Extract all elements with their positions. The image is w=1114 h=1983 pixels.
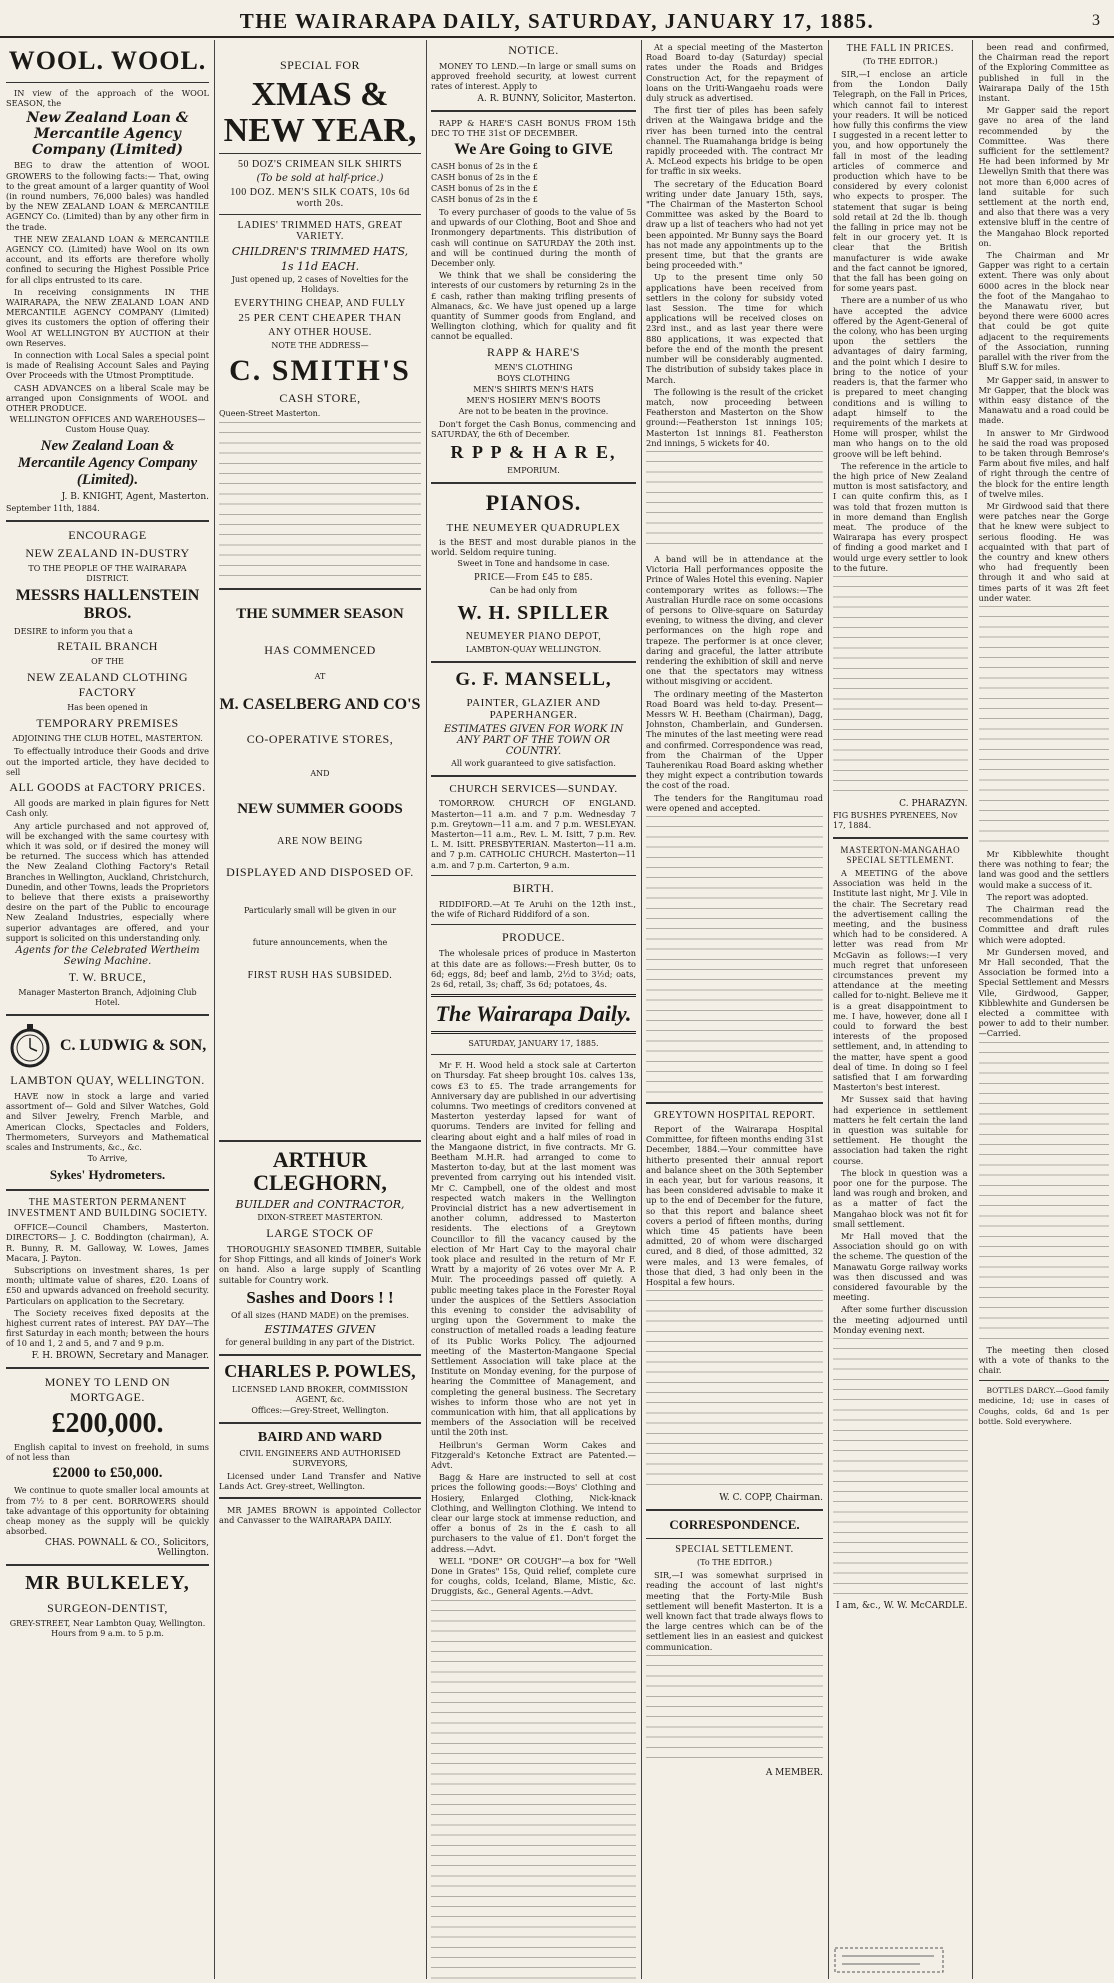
notice-title: NOTICE. — [508, 43, 559, 57]
encourage-subtitle: NEW ZEALAND IN-DUSTRY — [25, 546, 190, 561]
mangahao-body-3: The block in question was a poor one for the purpose. The land was rough and broken, and as a matter of fact the Mangahao block was not fit for small settlement. — [833, 1167, 968, 1229]
adjoining-club-hotel: ADJOINING THE CLUB HOTEL, MASTERTON. — [12, 734, 203, 744]
column-rule-4 — [828, 40, 829, 1979]
sweet-in-tone: Sweet in Tone and handsome in case. — [457, 559, 610, 569]
newspaper-masthead — [0, 0, 1114, 38]
money-firm: CHAS. POWNALL & CO., Solicitors, Wellington. — [45, 1538, 209, 1559]
money-amount: £200,000. — [51, 1407, 164, 1439]
cricket-scores — [646, 451, 823, 551]
wool-title: WOOL. WOOL. — [8, 46, 207, 75]
special-settlement-title: SPECIAL SETTLEMENT. — [675, 1544, 794, 1556]
settlement-body-2: Mr Gapper said the report gave no area of the land recommended by the Committee. Was there sufficient for the settlement? He had been informed by Mr Llewellyn Smith that there was not more than 6,000 acres of land suitable for such settlement at the north end, and also that there was a very extensive bluff in the centre of the Mangahao Block reported on. — [978, 105, 1109, 248]
sashes-body: Of all sizes (HAND MADE) on the premises. — [231, 1310, 409, 1320]
building-society-body: OFFICE—Council Chambers, Masterton. DIRECTORS— J. C. Boddington (chairman), A. R. Bunny, R. M. Galloway, W. Lowes, James Macara, J. Payton. — [6, 1222, 209, 1263]
are-now-being: ARE NOW BEING — [277, 835, 363, 847]
childrens-hats: CHILDREN'S TRIMMED HATS, — [231, 245, 409, 259]
settlement-continued-2 — [979, 1042, 1110, 1342]
road-board-meeting: The ordinary meeting of the Masterton Road Board was held to-day. Present—Messrs W. H. Beetham (Chairman), Dagg, Johnston, Chamberlain, and Gundersen. The minutes of the last meeting were read and confirmed. Correspondence was read, from the Chairman of the Upper Tauherenikau Road Board asking whether they might expect a contribution towards the cost of the road. — [646, 688, 823, 791]
nz-loan-body-5: CASH ADVANCES on a liberal Scale may be arranged upon Consignments of WOOL and OTHER PRODUCE. — [6, 382, 209, 414]
bulkeley-name: MR BULKELEY, — [25, 1572, 190, 1595]
mens-hosiery-boots: MEN'S HOSIERY MEN'S BOOTS — [466, 395, 601, 405]
lambton-quay: LAMBTON-QUAY WELLINGTON. — [465, 645, 602, 655]
divider — [219, 214, 421, 215]
money-lead: English capital to invest on freehold, in sums of not less than — [6, 1441, 209, 1463]
column-5 — [833, 40, 973, 1979]
divider — [6, 1367, 209, 1369]
encourage-title: ENCOURAGE — [68, 528, 147, 543]
neumeyer-quadruplex: THE NEUMEYER QUADRUPLEX — [446, 522, 621, 535]
letter-signature: A MEMBER. — [765, 1767, 823, 1778]
ludwig-body: HAVE now in stock a large and varied assortment of— Gold and Silver Watches, Gold and Silver Jewelry, French Marble, and American Clocks, Spectacles and Folders, Thermometers, Surveyors and Mathematical scales and Instruments, &c., &c. — [6, 1090, 209, 1152]
fall-letter-date: FIG BUSHES PYRENEES, Nov 17, 1884. — [833, 810, 958, 830]
greytown-hospital-title: GREYTOWN HOSPITAL REPORT. — [653, 1110, 816, 1121]
divider — [431, 661, 636, 663]
ludwig-to-arrive: To Arrive, — [87, 1154, 128, 1164]
rapp-hare-signature: R P P & H A R E, — [450, 442, 617, 463]
sykes-hydrometers: Sykes' Hydrometers. — [49, 1167, 166, 1183]
special-for: SPECIAL FOR — [279, 58, 361, 72]
rapp-hare-name: RAPP & HARE'S — [487, 344, 580, 359]
hallenstein-body-2: All goods are marked in plain figures for Nett Cash only. — [6, 798, 209, 819]
column-1 — [6, 40, 209, 1979]
divider — [979, 1380, 1110, 1381]
neumeyer-body: is the BEST and most durable pianos in the world. Seldom require tuning. — [431, 537, 636, 558]
not-to-be-beaten: Are not to be beaten in the province. — [458, 406, 609, 416]
to-the-editor: (To THE EDITOR.) — [697, 1558, 772, 1568]
money-lend-notice: MONEY TO LEND.—In large or small sums on approved freehold security, at lowest current rates of interest. Apply to — [431, 61, 636, 92]
divider — [6, 82, 209, 83]
hallenstein-intro: DESIRE to inform you that a — [14, 626, 133, 637]
divider — [431, 110, 636, 112]
cleghorn-address: DIXON-STREET MASTERTON. — [257, 1213, 383, 1223]
greytown-hospital-continued — [646, 1290, 823, 1490]
column-4 — [646, 40, 823, 1979]
settlement-body-11: The meeting then closed with a vote of thanks to the chair. — [978, 1344, 1109, 1376]
column-6 — [979, 40, 1110, 1979]
cleghorn-body: THOROUGHLY SEASONED TIMBER, Suitable for Shop Fittings, and all kinds of Joiner's Work on hand. Also a large supply of Scantling suitable for Country work. — [219, 1244, 421, 1285]
settlement-body-8: The report was adopted. — [986, 891, 1089, 902]
special-meeting: At a special meeting of the Masterton Road Board to-day (Saturday) special rates under the Roads and Bridges Construction Act, for the repayment of loans on the Uriti-Wangaehu roads were duly struck as advertised. — [646, 42, 823, 104]
mangahao-continued — [833, 1338, 968, 1598]
caselberg-name: M. CASELBERG AND CO'S — [219, 695, 421, 713]
nz-loan-body-2: THE NEW ZEALAND LOAN & MERCANTILE AGENCY CO. (Limited) have Wool on its own account, and its efforts are therefore wholly confined to securing the Highest Possible Price for all clips entrusted to its care. — [6, 233, 209, 285]
silk-shirts: 50 DOZ'S CRIMEAN SILK SHIRTS — [237, 159, 403, 171]
column-5-6-wrapper — [833, 40, 1109, 1979]
spiller-name: W. H. SPILLER — [457, 602, 610, 625]
smith-ad-space — [219, 422, 421, 582]
divider — [6, 1189, 209, 1191]
money-range: £2000 to £50,000. — [52, 1465, 163, 1482]
at: AT — [314, 671, 326, 681]
cleghorn-name: ARTHUR CLEGHORN, — [253, 1146, 387, 1195]
bunny-solicitor: A. R. BUNNY, Solicitor, Masterton. — [477, 93, 636, 104]
painter-glazier: PAINTER, GLAZIER AND PAPERHANGER. — [466, 697, 601, 722]
settlement-body-10: Mr Gundersen moved, and Mr Hall seconded, That the Association be formed into a Special Settlement and Messrs Vile, Girdwood, Gapper, Kibblewhite and Gundersen be elected a committee with power to add to their number.—Carried. — [978, 946, 1109, 1039]
bulkeley-role: SURGEON-DENTIST, — [47, 1601, 168, 1616]
note-address: NOTE THE ADDRESS— — [271, 341, 369, 351]
cleghorn-stock: LARGE STOCK OF — [266, 1226, 374, 1241]
spacer — [219, 984, 421, 1134]
mens-shirts-hats: MEN'S SHIRTS MEN'S HATS — [473, 384, 594, 394]
band-performance: A band will be in attendance at the Victoria Hall performances opposite the Prince of Wales Hotel this evening. Napier contemporary writes as follows:—The Australian Hurdle race on some occasions of persons to Olive-square on Saturday evening, to witness the diving, and clever performances on the high rope and trapeze. The performer is at once clever, daring and graceful, the latter attribute rendering the exhibition of skill and nerve one that the spectators may witness without misgiving or accident. — [646, 553, 823, 687]
pocket-watch-icon — [6, 1022, 54, 1070]
column-2 — [219, 40, 421, 1979]
baird-role: CIVIL ENGINEERS AND AUTHORISED SURVEYORS, — [239, 1448, 401, 1468]
fall-letter-continued — [833, 576, 968, 796]
divider — [431, 1054, 636, 1055]
baird-name: BAIRD AND WARD — [257, 1429, 383, 1445]
newspaper-title: THE WAIRARAPA DAILY, SATURDAY, JANUARY 17, 1885. — [239, 9, 875, 33]
settlement-body-1: been read and confirmed, the Chairman read the report of the Exploring Committee as published in full in the Wairarapa Daily of the 15th instant. — [978, 42, 1109, 104]
powles-role: LICENSED LAND BROKER, COMMISSION AGENT, &c. — [232, 1384, 408, 1404]
divider — [219, 588, 421, 590]
emporium: EMPORIUM. — [507, 466, 560, 476]
encourage-subtitle-2: TO THE PEOPLE OF THE WAIRARAPA DISTRICT. — [28, 564, 187, 584]
divider — [431, 924, 636, 925]
piano-price: PRICE—From £45 to £85. — [474, 572, 593, 584]
cash-bonus-line-2: CASH bonus of 2s in the £ — [431, 173, 538, 183]
settlement-body-5: In answer to Mr Girdwood he said the road was proposed to be taken through Bemrose's Farm about five miles, and half of right through the centre of the block for the entire length of twelve miles. — [978, 427, 1109, 499]
mangahao-body: A MEETING of the above Association was held in the Institute last night, Mr J. Vile in the chair. The Secretary read the advertisement calling the meeting, and the business which had to be considered. A letter was read from Mr McGavin as follows:—I very much regret that unforeseen circumstances prevent my attendance at the meeting called for to-night. Believe me it is a great disappointment to me. I have, however, done all I could to forward the best interests of the proposed settlement, and, in attending to the matter, have spent a good deal of time. In doing so I feel satisfied that I am forwarding Masterton's best interest. — [833, 867, 968, 1093]
building-society-secretary: F. H. BROWN, Secretary and Manager. — [31, 1350, 209, 1361]
fall-letter-body-2: There are a number of us who have accepted the advice offered by the Agent-General of the colony, who has been urging upon the settlers the advantages of dairy farming, and the point which I desire to bring to the notice of your readers is, that the farmer who is prepared to meet changing conditions and is willing to adapt himself to the requirements of the markets at Home will prosper, whilst the man who hangs on to the old groove will be left behind. — [833, 295, 968, 459]
birth-body: RIDDIFORD.—At Te Aruhi on the 12th inst., the wife of Richard Riddiford of a son. — [431, 898, 636, 920]
subsidy-applications: Up to the present time only 50 applications have been received from settlers in the colony for subsidy voted last Session. The time for which applications will be received closes on 23rd inst., and as last year there were 880 applications, it was expected that before the end of the month the present number will be considerably augmented. The distribution of subsidy takes place in March. — [646, 272, 823, 385]
mangahao-title: MASTERTON-MANGAHAO SPECIAL SETTLEMENT. — [840, 844, 961, 865]
nz-loan-company-name-2: New Zealand Loan & Mercantile Agency Company (Limited). — [17, 438, 198, 489]
ludwig-name: C. LUDWIG & SON, — [60, 1036, 207, 1054]
cleghorn-role: BUILDER and CONTRACTOR, — [235, 1198, 405, 1212]
bonus-body: To every purchaser of goods to the value of 5s and upwards of our Clothing, Boot and Shoe and Ironmongery departments. This distribution of cash will continue on SATURDAY the 20th inst. and will be continued during the month of December only. — [431, 207, 636, 269]
powles-office: Offices:—Grey-Street, Wellington. — [251, 1405, 389, 1415]
cash-store: CASH STORE, — [279, 390, 361, 405]
column-rule-1 — [214, 40, 215, 1979]
ladies-hats: LADIES' TRIMMED HATS, GREAT VARIETY. — [237, 220, 403, 243]
nz-loan-agent: J. B. KNIGHT, Agent, Masterton. — [61, 492, 209, 503]
divider — [833, 837, 968, 839]
divider — [646, 1538, 823, 1539]
building-society-body-3: The Society receives fixed deposits at the highest current rates of interest. PAY DAY—The first Saturday in each month; between the hours of 10 and 1, 2 and 5, and 7 and 9 p.m. — [6, 1307, 209, 1349]
well-done-advt: WELL "DONE" OR COUGH"—a box for "Well Done in Grates" 15s, Quid relief, complete cure for coughs, colds, Iceland, Blame, Mistic, &c. Druggists, &c., General Agents.—Advt. — [431, 1555, 636, 1597]
estimates-general: for general building in any part of the District. — [225, 1337, 415, 1347]
settlement-body-4: Mr Gapper said, in answer to Mr Gapper, that the block was within easy distance of the Manawatu and a road could be made. — [978, 374, 1109, 426]
divider — [431, 875, 636, 876]
building-society-title: THE MASTERTON PERMANENT INVESTMENT AND BUILDING SOCIETY. — [7, 1197, 208, 1220]
cash-bonus-line: CASH bonus of 2s in the £ — [431, 162, 538, 172]
divider — [219, 1140, 421, 1142]
road-board-continued — [646, 816, 823, 1096]
everything-cheap: EVERYTHING CHEAP, AND FULLY — [234, 298, 406, 310]
smith-name: C. SMITH'S — [229, 354, 411, 388]
silk-coats: 100 DOZ. MEN'S SILK COATS, 10s 6d worth 20s. — [230, 187, 410, 210]
first-rush-subsided: FIRST RUSH HAS SUBSIDED. — [247, 969, 393, 981]
bonus-body-2: We think that we shall be considering the interests of our customers by returning 2s in the £ cash, rather than making trifling presents of Almanacs, &c. We have just opened up a large quantity of Summer goods from England, and Wellington clothing, which for quality and fit cannot be equalled. — [431, 270, 636, 342]
fall-letter-body-3: The reference in the article to the high price of New Zealand mutton is most satisfactory, and I can quite confirm this, as I was told that frozen mutton is in more demand than English meat. The produce of the Wairarapa has every prospect of finding a good market and I would urge every settler to look to the future. — [833, 460, 968, 573]
hallenstein-body: To effectually introduce their Goods and drive out the imported article, they have decided to sell — [6, 746, 209, 777]
bruce-role: Manager Masterton Branch, Adjoining Club Hotel. — [18, 987, 197, 1007]
divider — [219, 1354, 421, 1356]
money-to-lend-title: MONEY TO LEND ON MORTGAGE. — [44, 1374, 171, 1404]
produce-body: The wholesale prices of produce in Masterton at this date are as follows:—Fresh butter, 0s to 6d; eggs, 8d; beef and lamb, 2½d to 3½d; oats, 2s 6d, retail, 3s; chaff, 3s 6d; potatoes, 4s. — [431, 948, 636, 989]
cricket-match: The following is the result of the cricket match, now proceeding between Featherston and Masterton on the Show ground:—Featherston 1st innings 105; Masterton 1st innings 81. Featherston 2nd innings, 5 wickets for 40. — [646, 386, 823, 448]
cash-bonus-line-4: CASH bonus of 2s in the £ — [431, 195, 538, 205]
column-3 — [431, 40, 636, 1979]
brown-collector: MR JAMES BROWN is appointed Collector and Canvasser to the WAIRARAPA DAILY. — [219, 1505, 421, 1526]
displayed-disposed: DISPLAYED AND DISPOSED OF. — [226, 864, 414, 879]
greytown-hospital-body: Report of the Wairarapa Hospital Committee, for fifteen months ending 31st December, 1884.—Your committee have hitherto presented their annual report and balance sheet on the 30th September in each year, but for various reasons, it has been considered advisable to make it up to the end of December for the future, so that this report and balance sheet covers a period of fifteen months, during which time 45 patients have been admitted, 20 of whom were discharged cured, and 8 died, of those admitted, 32 were males, and 13 were females, of those that died, 3 had only been in the Hospital a few hours. — [646, 1124, 823, 1288]
estimates-given: ESTIMATES GIVEN — [264, 1322, 376, 1336]
mens-clothing: MEN'S CLOTHING — [494, 362, 573, 372]
nz-loan-body-4: In connection with Local Sales a special point is made of Realising Account Sales and Paying Over Proceeds with the Utmost Promptitude. — [6, 350, 209, 381]
bruce-name: T. W. BRUCE, — [68, 969, 147, 984]
nz-loan-intro: IN view of the approach of the WOOL SEASON, the — [6, 88, 209, 109]
correspondence-title: CORRESPONDENCE. — [669, 1517, 800, 1533]
fall-letter-signature: C. PHARAZYN. — [899, 798, 968, 809]
any-other-house: ANY OTHER HOUSE. — [268, 327, 372, 339]
settlement-body-9: The Chairman read the recommendations of the Committee and draft rules which were adopted. — [978, 903, 1109, 945]
divider — [431, 775, 636, 777]
wairarapa-daily-masthead: The Wairarapa Daily. — [431, 994, 636, 1034]
mangahao-signature: I am, &c., W. W. McCARDLE. — [835, 1601, 968, 1612]
divider — [646, 1102, 823, 1104]
has-commenced: HAS COMMENCED — [264, 642, 376, 657]
education-board: The secretary of the Education Board writing under date January 15th, says, "The Chairman of the Masterton School Committee was asked by the Board to draw up a list of teachers who had not yet been appointed. Mr Bunny says the Board has not made any appointments up to the present time, but that the grants are being proceeded with." — [646, 178, 823, 271]
future-announcements: future announcements, when the — [252, 937, 388, 947]
editorial-date: SATURDAY, JANUARY 17, 1885. — [468, 1039, 599, 1049]
columns-5-6 — [833, 40, 1109, 1979]
divider — [6, 520, 209, 522]
retail-branch: RETAIL BRANCH — [57, 639, 158, 654]
heilbrun-advt: Heilbrun's German Worm Cakes and Fitzgerald's Ketonche Extract are Patented.—Advt. — [431, 1439, 636, 1471]
bulkeley-address: GREY-STREET, Near Lambton Quay, Wellington. Hours from 9 a.m. to 5 p.m. — [9, 1619, 206, 1639]
settlement-body-6: Mr Girdwood said that there were patches near the Gorge that he knew were subject to serious flooding. He was acquainted with that part of the country and knew others who had frequently been through it and who said at times parts of it was 2ft feet under water. — [978, 500, 1109, 603]
divider — [219, 153, 421, 154]
cooperative-stores: CO-OPERATIVE STORES, — [246, 731, 394, 746]
and: AND — [310, 768, 330, 778]
going-to-give: We Are Going to GIVE — [454, 141, 613, 159]
greytown-hospital-signature: W. C. COPP, Chairman. — [719, 1493, 823, 1504]
mangahao-body-4: Mr Hall moved that the Association should go on with the scheme. The question of the Manawatu Gorge railway works was then discussed and was considered favourable by the meeting. — [833, 1231, 968, 1303]
settlement-body-7: Mr Kibblewhite thought there was nothing to fear; the land was good and the settlers would make a success of it. — [978, 848, 1109, 890]
hallenstein-name: MESSRS HALLENSTEIN BROS. — [15, 587, 200, 623]
nz-loan-office: WELLINGTON OFFICES AND WAREHOUSES— Custom House Quay. — [9, 415, 206, 435]
birth-title: BIRTH. — [512, 880, 555, 895]
produce-title: PRODUCE. — [501, 930, 565, 945]
church-services: CHURCH SERVICES—SUNDAY. — [449, 783, 618, 796]
mansell-name: G. F. MANSELL, — [455, 669, 612, 691]
editorial-continued — [431, 1600, 636, 1979]
retail-of-the: OF THE — [91, 657, 124, 667]
letter-continued — [646, 1655, 823, 1765]
building-society-body-2: Subscriptions on investment shares, 1s per month; ultimate value of shares, £20. Loans of £50 and upwards advanced on freehold security. Particulars on application to the Secretary. — [6, 1264, 209, 1306]
temporary-premises: TEMPORARY PREMISES — [36, 716, 179, 731]
mangahao-body-5: After some further discussion the meeting adjourned until Monday evening next. — [833, 1304, 968, 1335]
queen-street: Queen-Street Masterton. — [219, 408, 321, 418]
piano-hire: Can be had only from — [489, 586, 578, 596]
nz-loan-body: BEG to draw the attention of WOOL GROWERS to the following facts:— That, owing to the great amount of a larger quantity of Wool (in round numbers, 76,000 bales) was handled by the NEW ZEALAND LOAN & MERCANTILE AGENCY Co. (Limited) than by any other firm in the trade. — [6, 160, 209, 232]
divider — [219, 1422, 421, 1424]
opened-in: Has been opened in — [67, 703, 148, 713]
powles-name: CHARLES P. POWLES, — [224, 1360, 416, 1381]
summer-season: THE SUMMER SEASON — [236, 605, 404, 622]
fall-to-editor: (To THE EDITOR.) — [862, 57, 938, 66]
per-cent-cheaper: 25 PER CENT CHEAPER THAN — [238, 312, 402, 325]
classified-bottles: BOTTLES DARCY.—Good family medicine, 1d; use in cases of Coughs, colds, 6d and 1s per bottle. Sold everywhere. — [978, 1386, 1109, 1426]
divider — [6, 1564, 209, 1566]
fall-in-prices-title: THE FALL IN PRICES. — [846, 43, 954, 54]
cash-bonus-line-3: CASH bonus of 2s in the £ — [431, 184, 538, 194]
particularly-note: Particularly small will be given in our — [243, 905, 397, 915]
fall-letter-body: SIR,—I enclose an article from the London Daily Telegraph, on the Fall in Prices, which cannot fail to interest your readers. It will be noticed how fully this confirms the view I suggested in a recent letter to you, and how opportunely the fall in most of the leading articles of commerce and production which have to be considered by every colonist who expects to prosper. The statement that sugar is being sold retail at 2d the lb. though the falling in price may not be felt in our grocery yet. It is clear that the British manufacturer is wide awake and the fact cannot be ignored, that the fall has been going on for some years past. — [833, 69, 968, 294]
library-stamp-icon — [834, 1947, 944, 1973]
estimates-given-work: ESTIMATES GIVEN FOR WORK IN ANY PART OF THE TOWN OR COUNTRY. — [443, 724, 624, 758]
baird-body: Licensed under Land Transfer and Native Lands Act. Grey-street, Wellington. — [219, 1470, 421, 1491]
dont-forget-bonus: Don't forget the Cash Bonus, commencing and SATURDAY, the 6th of December. — [431, 418, 636, 439]
settlement-body-3: The Chairman and Mr Gapper was right to a certain extent. There was only about 6000 acres in the block near the foot of the Mangahao to the Manawatu river, but beyond there were 6000 acres that could be got quite adjacent to the requirements of the Association, running parallel with the river from the Bluff S.W. for miles. — [978, 250, 1109, 373]
xmas-new-year: XMAS & NEW YEAR, — [223, 76, 417, 149]
all-goods-factory-prices: ALL GOODS at FACTORY PRICES. — [9, 780, 206, 795]
mangahao-body-2: Mr Sussex said that having had experience in settlement matters he felt certain the land in question was suitable for settlement. He thought the association had taken the right course. — [833, 1094, 968, 1166]
column-rule-3 — [641, 40, 642, 1979]
hats-each-price: 1s 11d EACH. — [280, 260, 360, 274]
tenders-note: The tenders for the Rangitumau road were opened and accepted. — [646, 792, 823, 813]
hallenstein-body-3: Any article purchased and not approved of, will be exchanged with the same courtesy with which it was sold, or if desired the money will be returned. The success which has attended the New Zealand Clothing Factory's Retail Branches in Wellington, Auckland, Christchurch, Dunedin, and other Towns, leads the Proprietors to believe that there exists a praiseworthy desire on the part of the Public to encourage New Zealand Industries, especially where superior advantages are offered, and your support is solicited on this understanding only. — [6, 820, 209, 943]
letter-body: SIR,—I was somewhat surprised in reading the account of last night's meeting that the Forty-Mile Bush settlement will benefit Masterton. It is a well known fact that trade always flows to the large centres which can be of the settlement lies in an easiest and quickest communication. — [646, 1570, 823, 1652]
new-summer-goods: NEW SUMMER GOODS — [237, 800, 403, 817]
half-price-note: (To be sold at half-price.) — [256, 173, 384, 185]
neumeyer-depot: NEUMEYER PIANO DEPOT, — [465, 631, 602, 643]
divider — [646, 1509, 823, 1511]
divider — [6, 1014, 209, 1016]
settlement-continued — [979, 606, 1110, 846]
ludwig-address: LAMBTON QUAY, WELLINGTON. — [10, 1072, 205, 1087]
nz-loan-company-name: New Zealand Loan & Mercantile Agency Company (Limited) — [26, 110, 189, 159]
novelties-opened: Just opened up, 2 cases of Novelties for the Holidays. — [231, 275, 409, 295]
editorial-body: Mr F. H. Wood held a stock sale at Carterton on Thursday. Fat sheep brought 10s. calves 13s, cows £3 to £5. The trade arrangements for Anniversary day are published in our advertising columns. Two meetings of creditors convened at Masterton yesterday lapsed for want of quorums. Tenders are invited for felling and clearing about eight and a half miles of road in the Mangaone district, in five contracts. Mr G. Beetham M.H.R. had arranged to come to Masterton to-day, but at the last moment was prevented from carrying out his intended visit. Mr C. Campbell, one of the oldest and most respected watch makers in the Wellington Provincial district has a new advertisement in another column, addressed to Masterton residents. The elections of a Greytown Councillor to fill the vacancy caused by the election of Mr Hart Cay to the mayoral chair took place and resulted in the return of Mr F. Wratt by a majority of 26 votes over Mr A. P. Muir. The proceedings passed off quietly. A public meeting takes place in the Forester Royal under the auspices of the Settlers Association this evening to consider the advisability of urging upon the Government to make the construction of metalled roads a leading feature of its Public Works Policy. The adjourned meeting of the Masterton-Mangaone Special Settlement Association will take place at the Institute on Monday evening, for the purpose of hearing the Committee of Management, and completing the general business. The Secretary wishes to inform those who are not yet in communication with him, that all applications by members of the Association will be received until the 20th inst. — [431, 1060, 636, 1438]
page-number: 3 — [1092, 12, 1100, 29]
clothing-factory: NEW ZEALAND CLOTHING FACTORY — [26, 670, 189, 700]
nz-loan-date: September 11th, 1884. — [6, 504, 100, 514]
agents-sewing-machine: Agents for the Celebrated Wertheim Sewing Machine. — [15, 944, 200, 967]
sashes-doors: Sashes and Doors ! ! — [246, 1287, 394, 1307]
divider — [219, 1497, 421, 1499]
work-guaranteed: All work guaranteed to give satisfaction. — [451, 759, 616, 769]
boys-clothing: BOYS CLOTHING — [497, 373, 570, 383]
column-rule-2 — [426, 40, 427, 1979]
divider — [431, 482, 636, 484]
nz-loan-body-3: In receiving consignments IN THE WAIRARAPA, the NEW ZEALAND LOAN AND MERCANTILE AGENCY COMPANY (Limited) gives its customers the option of offering their Wool AT WELLINGTON BY AUCTION at their own Reserves. — [6, 286, 209, 348]
bagg-hare-advt: Bagg & Hare are instructed to sell at cost prices the following goods:—Boys' Clothing and Hosiery, Enlarged Clothing, Nick-knack Clothing, and Wellington Clothing. We intend to clear our large stock at immense reduction, and offer a bonus of 2s in the £ cash to all purchasers to the value of £1. Don't forget the address.—Advt. — [431, 1472, 636, 1554]
bridge-works: The first tier of piles has been safely driven at the Waingawa bridge and the river has been turned into the central channel. The Ruamahanga bridge is being rapidly proceeded with. The contract Mr A. McLeod expects his bridge to be open for traffic in six weeks. — [646, 105, 823, 177]
church-services-body: TOMORROW. CHURCH OF ENGLAND. Masterton—11 a.m. and 7 p.m. Wednesday 7 p.m. Greytown—11 a.m. and 7 p.m. WESLEYAN. Masterton—11 a.m., Rev. L. M. Isitt, 7 p.m. Rev. L. M. Isitt. PRESBYTERIAN. Masterton—11 a.m. and 7 p.m. CATHOLIC CHURCH. Masterton—11 a.m. and 7 p.m. Carterton, 9 a.m. — [431, 798, 636, 870]
pianos-title: PIANOS. — [485, 490, 582, 516]
ludwig-header — [6, 1022, 209, 1070]
rapp-hare-bonus: RAPP & HARE'S CASH BONUS FROM 15th DEC TO THE 31st OF DECEMBER. — [431, 117, 636, 138]
money-body: We continue to quote smaller local amounts at from 7½ to 8 per cent. BORROWERS should take advantage of this opportunity for obtaining cheap money as the supply will be quickly absorbed. — [6, 1485, 209, 1537]
